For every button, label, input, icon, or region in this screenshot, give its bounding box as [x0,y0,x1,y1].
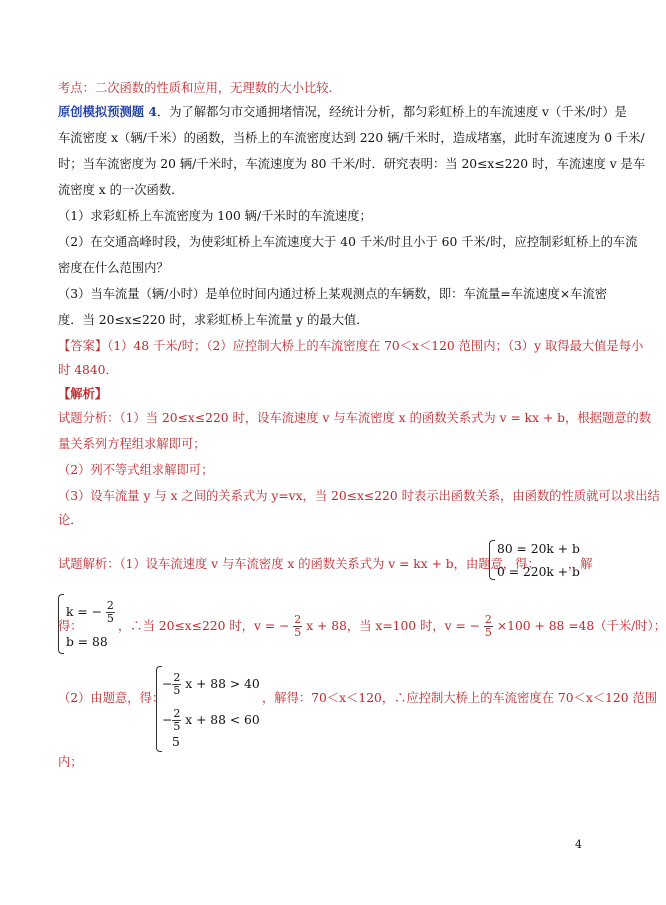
fraction: $\frac{2}{5}$ [173,671,181,697]
k-eq: k = − [66,605,102,619]
solution-1-suffix: ，解 [568,557,593,571]
answer-line-1: 【答案】（1）48 千米/时；（2）应控制大桥上的车流密度在 70＜x＜120 范围内；（3）y 取得最大值是每小 [58,339,644,353]
question-2a: （2）在交通高峰时段，为使彩虹桥上车流速度大于 40 千米/时且小于 60 千米/时，应控制彩虹桥上的车流 [58,235,638,249]
question-2b: 密度在什么范围内？ [58,261,169,275]
solution-2-prefix: （2）由题意，得： [58,691,165,705]
page-number: 4 [575,838,582,851]
problem-line-2: 车流密度 x（辆/千米）的函数，当桥上的车流密度达到 220 辆/千米时，造成堵塞，此时车流速度为 0 千米/ [58,131,645,145]
k-solution [66,600,115,625]
solution-de: 得： [58,619,83,633]
inequality-1: − $\frac{2}{5}$ x + 88 > 40 [162,671,260,697]
exam-point: 考点：二次函数的性质和应用，无理数的大小比较． [58,81,341,95]
fraction: $\frac{2}{5}$ [294,613,302,639]
question-3a: （3）当车流量（辆/小时）是单位时间内通过桥上某观测点的车辆数，即：车流量=车流速度×车流密 [58,287,608,301]
problem-line-4: 流密度 x 的一次函数． [58,183,184,197]
problem-text-1: ．为了解都匀市交通拥堵情况，经统计分析，都匀彩虹桥上的车流速度 v（千米/时）是 [156,105,627,119]
question-1: （1）求彩虹桥上车流密度为 100 辆/千米时的车流速度； [58,209,372,223]
equation-1: 80 = 20k + b [497,542,580,556]
solution-2-text: ，解得：70＜x＜120，∴应控制大桥上的车流密度在 70＜x＜120 范围 [262,691,658,705]
solution-1-body: ，∴当 20≤x≤220 时，v = − $\frac{2}{5}$ x + 88，当 x=100 时，v = − $\frac{2}{5}$ ×100 + 88 =48（千米/时）； [118,613,666,639]
problem-line-3: 时；当车流密度为 20 辆/千米时，车流速度为 80 千米/时．研究表明：当 20≤x≤220 时，车流速度 v 是车 [58,157,646,171]
analysis-3a: （3）设车流量 y 与 x 之间的关系式为 y=vx，当 20≤x≤220 时表示出函数关系，由函数的性质就可以求出结 [58,489,660,503]
equation-2: 0 = 220k + b [497,565,580,579]
stray-denominator: 5 [172,735,180,749]
analysis-3b: 论． [58,513,83,527]
question-3b: 度．当 20≤x≤220 时，求彩虹桥上车流量 y 的最大值． [58,313,369,327]
inequality-2: − $\frac{2}{5}$ x + 88 < 60 [162,707,260,733]
analysis-heading: 【解析】 [58,386,108,401]
system-bracket-1 [489,540,495,580]
analysis-2: （2）列不等式组求解即可； [58,463,214,477]
answer-line-2: 时 4840． [58,363,118,377]
problem-label: 原创模拟预测题 4 [58,104,157,119]
analysis-1a: 试题分析：（1）当 20≤x≤220 时，设车流速度 v 与车流密度 x 的函数关系式为 v = kx + b，根据题意的数 [58,411,652,425]
fraction: $\frac{2}{5}$ [484,613,492,639]
solution-2-end: 内； [58,755,83,769]
b-solution: b = 88 [66,635,108,649]
fraction: $\frac{2}{5}$ [106,599,114,625]
system-bracket-2 [58,594,64,654]
fraction: $\frac{2}{5}$ [173,707,181,733]
problem-line-1 [58,104,627,120]
analysis-1b: 量关系列方程组求解即可； [58,437,206,451]
solution-1-prefix: 试题解析：（1）设车流速度 v 与车流密度 x 的函数关系式为 v = kx + b，由题意，得： [58,557,540,571]
